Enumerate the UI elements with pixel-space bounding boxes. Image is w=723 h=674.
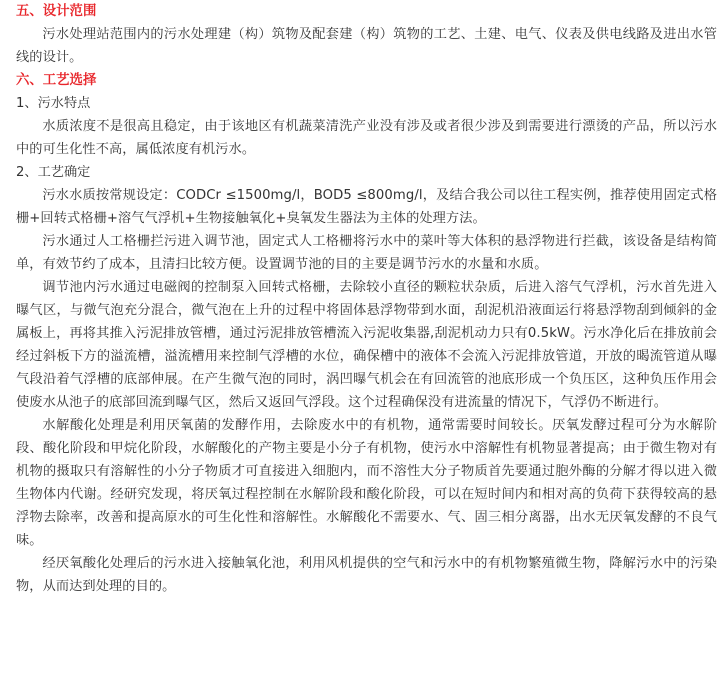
- section-heading-design-scope: 五、设计范围: [16, 4, 97, 19]
- paragraph-hydrolysis-acidification: 水解酸化处理是利用厌氧菌的发酵作用，去除废水中的有机物，通常需要时间较长。厌氧发酵过程可分为水解阶段、酸化阶段和甲烷化阶段，水解酸化的产物主要是小分子有机物，使污水中溶解性有机物显著提高；由于微生物对有机物的摄取只有溶解性的小分子物质才可直接进入细胞内，而不溶性大分子物质首先要通过胞外酶的分解才得以进入微生物体内代谢。经研究发现，将厌氧过程控制在水解阶段和酸化阶段，可以在短时间内和相对高的负荷下获得较高的悬浮物去除率，改善和提高原水的可生化性和溶解性。水解酸化不需要水、气、固三相分离器，出水无厌氧发酵的不良气味。: [16, 418, 717, 548]
- paragraph-air-flotation: 调节池内污水通过电磁阀的控制泵入回转式格栅，去除较小直径的颗粒状杂质，后进入溶气气浮机，污水首先进入曝气区，与微气泡充分混合，微气泡在上升的过程中将固体悬浮物带到水面，刮泥机沿液面运行将悬浮物刮到倾斜的金属板上，再将其推入污泥排放管槽，通过污泥排放管槽流入污泥收集器,刮泥机动力只有0.5kW。污水净化后在排放前会经过斜板下方的溢流槽，溢流槽用来控制气浮槽的水位，确保槽中的液体不会流入污泥排放管道，开放的暍流管道从曝气段沿着气浮槽的底部伸展。在产生微气泡的同时，涡凹曝气机会在有回流管的池底形成一个负压区，这种负压作用会使废水从池子的底部回流到曝气区，然后又返回气浮段。这个过程确保没有进流量的情况下，气浮仍不断进行。: [16, 280, 717, 410]
- paragraph-grille-regulating-tank: 污水通过人工格栅拦污进入调节池，固定式人工格栅将污水中的菜叶等大体积的悬浮物进行拦截，该设备是结构简单，有效节约了成本，且清扫比较方便。设置调节池的目的主要是调节污水的水量和水质。: [16, 234, 717, 272]
- subheading-process-determination: 2、工艺确定: [16, 165, 91, 180]
- paragraph-design-scope: 污水处理站范围内的污水处理建（构）筑物及配套建（构）筑物的工艺、土建、电气、仪表及供电线路及进出水管线的设计。: [16, 27, 717, 65]
- subheading-wastewater-features: 1、污水特点: [16, 96, 91, 111]
- paragraph-contact-oxidation: 经厌氧酸化处理后的污水进入接触氧化池，利用风机提供的空气和污水中的有机物繁殖微生物，降解污水中的污染物，从而达到处理的目的。: [16, 556, 717, 594]
- paragraph-wastewater-features: 水质浓度不是很高且稳定，由于该地区有机蔬菜清洗产业没有涉及或者很少涉及到需要进行漂烫的产品，所以污水中的可生化性不高，属低浓度有机污水。: [16, 119, 717, 157]
- section-heading-process-selection: 六、工艺选择: [16, 73, 97, 88]
- paragraph-water-quality: 污水水质按常规设定：CODCr ≤1500mg/l，BOD5 ≤800mg/l，及结合我公司以往工程实例，推荐使用固定式格栅+回转式格栅+溶气气浮机+生物接触氧化+臭氧发生器法为主体的处理方法。: [16, 188, 717, 226]
